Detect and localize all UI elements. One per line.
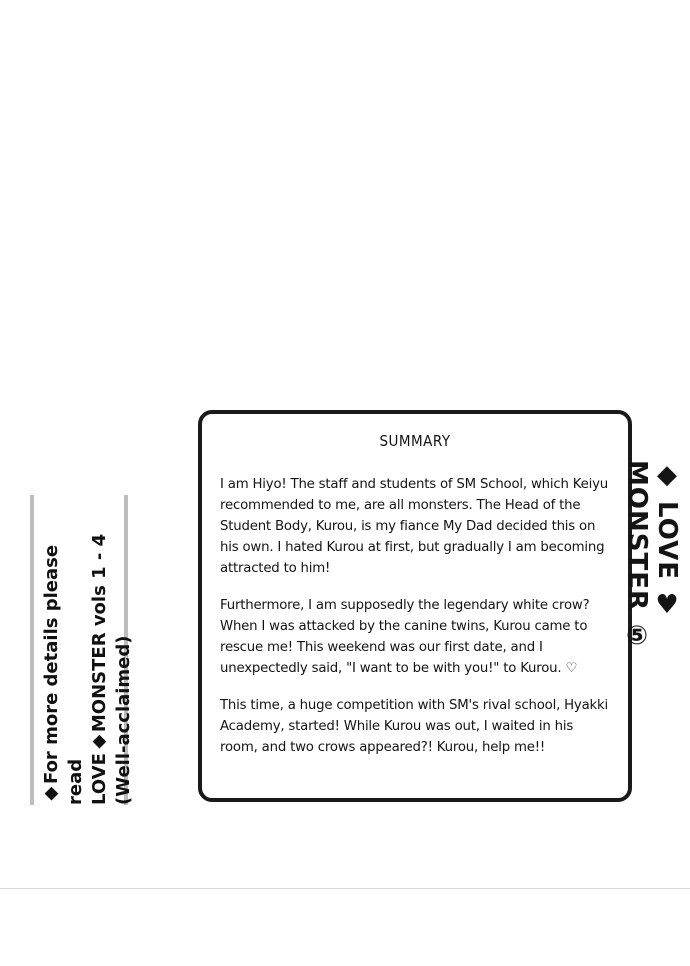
bottom-rule xyxy=(0,888,690,889)
series-logo-text: ◆ LOVE ♥ MONSTER ⑤ xyxy=(622,460,682,653)
summary-paragraph-1: I am Hiyo! The staff and students of SM School, which Keiyu recommended to me, are all monsters. The Head of the Student Body, Kurou, is my fiance My Dad decided this on his own. I hated Kurou at first, but gradually I am becoming attracted to him! xyxy=(220,477,608,576)
summary-paragraph-3: This time, a huge competition with SM's rival school, Hyakki Academy, started! While Kurou was out, I waited in his room, and two crows appeared?! Kurou, help me!! xyxy=(220,698,609,755)
summary-paragraph-2: Furthermore, I am supposedly the legendary white crow? When I was attacked by the canine twins, Kurou came to rescue me! This weekend was our first date, and I unexpectedly said, "I want to be with you!" to Kurou. ♡ xyxy=(220,598,590,676)
summary-title: SUMMARY xyxy=(379,432,451,450)
summary-box xyxy=(198,410,632,802)
summary-body xyxy=(220,474,614,774)
side-note-line-2: LOVE◆MONSTER vols 1 - 4 xyxy=(89,533,110,805)
side-note xyxy=(30,495,134,805)
side-note-content xyxy=(40,503,136,805)
series-logo xyxy=(620,460,682,760)
side-note-line-1: ◆For more details please read xyxy=(41,544,86,805)
side-note-line-3: (Well-acclaimed) xyxy=(113,635,134,805)
